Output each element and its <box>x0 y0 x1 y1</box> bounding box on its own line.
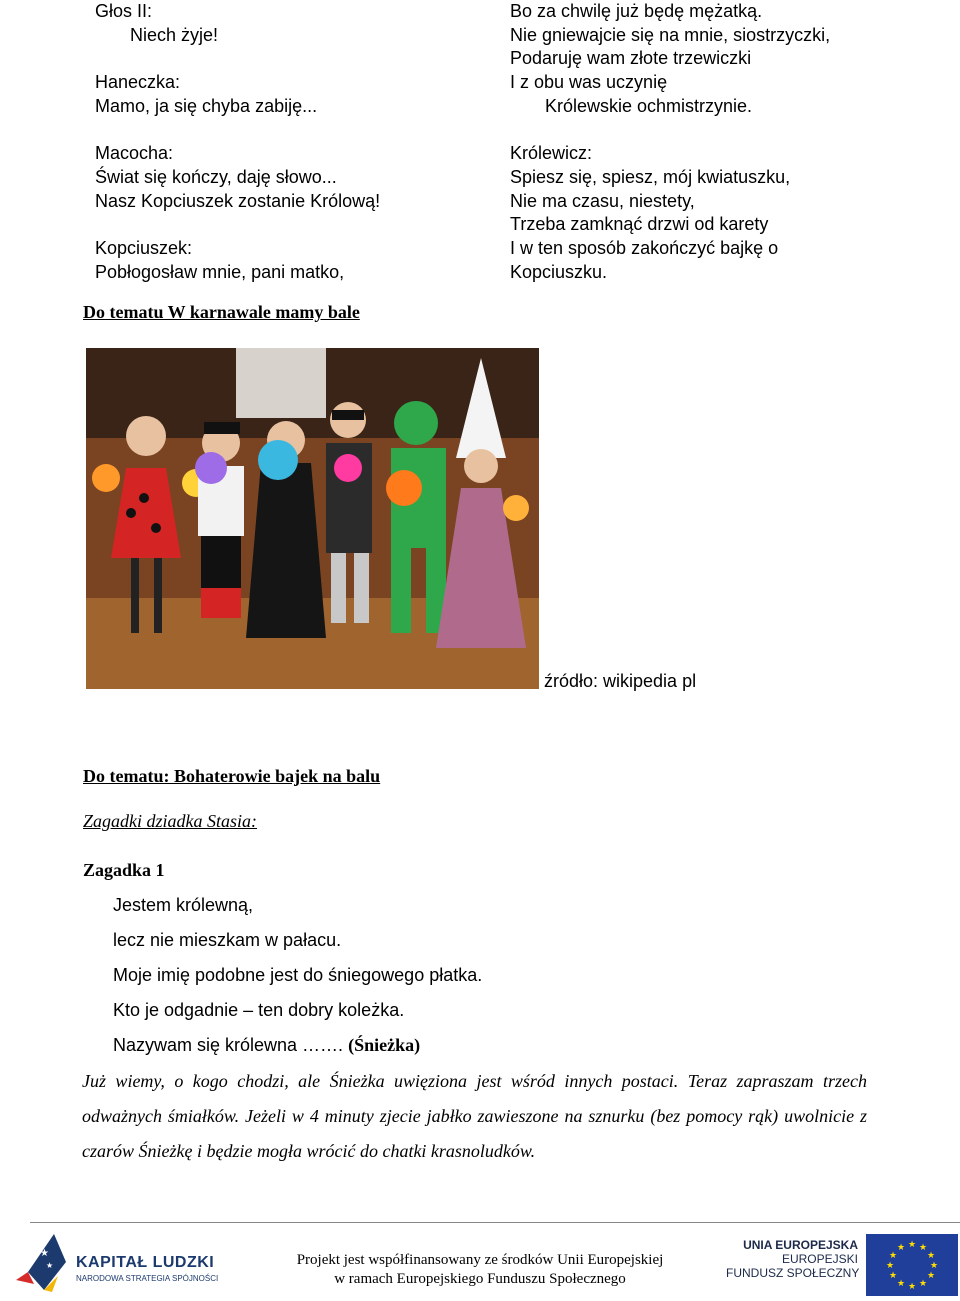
poem-line <box>95 118 380 142</box>
section-heading-fairytale-heroes: Do tematu: Bohaterowie bajek na balu <box>83 766 381 786</box>
poem-left-column <box>95 0 380 284</box>
poem-line: Podaruję wam złote trzewiczki <box>510 48 752 69</box>
riddle-line: Kto je odgadnie – ten dobry koleżka. <box>113 1000 405 1020</box>
poem-line: Macocha: <box>95 143 174 164</box>
poem-line: Królewicz: <box>510 143 593 164</box>
riddle-answer: (Śnieżka) <box>348 1035 421 1055</box>
eu-line: EUROPEJSKI <box>781 1252 858 1266</box>
svg-text:★: ★ <box>888 1271 898 1281</box>
kapital-ludzki-logo <box>14 1232 236 1292</box>
poem-line <box>510 118 830 142</box>
svg-text:★: ★ <box>926 1271 936 1281</box>
eu-line: FUNDUSZ SPOŁECZNY <box>726 1266 860 1280</box>
svg-text:★: ★ <box>929 1261 939 1271</box>
poem-line: Trzeba zamknąć drzwi od karety <box>510 214 769 235</box>
poem-line: I w ten sposób zakończyć bajkę o <box>510 237 779 258</box>
riddle-line: Moje imię podobne jest do śniegowego płatka. <box>113 965 483 985</box>
poem-line: Kopciuszku. <box>510 261 608 282</box>
carnival-photo-illustration <box>86 348 539 689</box>
poem-line: Haneczka: <box>95 72 181 93</box>
footer-funding-text <box>290 1251 670 1289</box>
svg-text:★: ★ <box>896 1243 906 1253</box>
kapital-ludzki-emblem-icon <box>14 1232 74 1292</box>
footer-funding-line: Projekt jest współfinansowany ze środków Unii Europejskiej <box>296 1252 664 1268</box>
eu-line: UNIA EUROPEJSKA <box>743 1238 858 1252</box>
photo-caption: źródło: wikipedia pl <box>544 671 697 691</box>
poem-line: Królewskie ochmistrzynie. <box>545 95 753 116</box>
poem-right-column <box>510 0 830 284</box>
svg-text:★: ★ <box>885 1261 895 1271</box>
riddle-title: Zagadka 1 <box>83 860 165 880</box>
poem-line: Nasz Kopciuszek zostanie Królową! <box>95 190 381 211</box>
eu-flag-stars-icon <box>866 1234 958 1296</box>
svg-text:★: ★ <box>926 1251 936 1261</box>
riddle-answer-line <box>113 1035 420 1056</box>
poem-line <box>95 213 380 237</box>
svg-text:★: ★ <box>46 1261 54 1270</box>
svg-text:★: ★ <box>907 1240 917 1250</box>
svg-text:★: ★ <box>896 1279 906 1289</box>
eu-flag <box>866 1234 958 1296</box>
svg-text:★: ★ <box>918 1243 928 1253</box>
kl-subtitle: NARODOWA STRATEGIA SPÓJNOŚCI <box>76 1274 219 1283</box>
svg-text:★: ★ <box>918 1279 928 1289</box>
svg-text:★: ★ <box>888 1251 898 1261</box>
riddle-line: Jestem królewną, <box>113 895 254 915</box>
poem-line: Głos II: <box>95 1 153 21</box>
poem-line: Bo za chwilę już będę mężatką. <box>510 1 763 21</box>
poem-line: Mamo, ja się chyba zabiję... <box>95 95 318 116</box>
footer-divider <box>30 1222 960 1223</box>
poem-line: Spiesz się, spiesz, mój kwiatuszku, <box>510 166 791 187</box>
riddle-line: lecz nie mieszkam w pałacu. <box>113 930 342 950</box>
riddles-heading: Zagadki dziadka Stasia: <box>83 811 257 831</box>
poem-line: Pobłogosław mnie, pani matko, <box>95 261 345 282</box>
poem-line <box>95 47 380 71</box>
poem-line: Świat się kończy, daję słowo... <box>95 166 337 187</box>
poem-line: Nie gniewajcie się na mnie, siostrzyczki, <box>510 24 831 45</box>
kl-title: KAPITAŁ LUDZKI <box>76 1254 215 1271</box>
poem-line: I z obu was uczynię <box>510 72 668 93</box>
svg-text:★: ★ <box>907 1282 917 1292</box>
footer-funding-line: w ramach Europejskiego Funduszu Społecznego <box>334 1271 626 1287</box>
riddle-answer-prefix: Nazywam się królewna ……. <box>113 1035 349 1055</box>
poem-line: Kopciuszek: <box>95 237 193 258</box>
svg-text:★: ★ <box>40 1248 49 1259</box>
eu-text-block <box>726 1238 858 1280</box>
poem-line: Niech żyje! <box>130 24 219 45</box>
instructions-paragraph: Już wiemy, o kogo chodzi, ale Śnieżka uwięziona jest wśród innych postaci. Teraz zapraszam trzech odważnych śmiałków. Jeżeli w 4 minuty zjecie jabłko zawieszone na sznurku (bez pomocy rąk) uwolnicie z czarów Śnieżkę i będzie mogła wrócić do chatki krasnoludków. <box>82 1071 867 1161</box>
carnival-photo <box>86 348 539 689</box>
poem-line: Nie ma czasu, niestety, <box>510 190 695 211</box>
section-heading-carnival: Do tematu W karnawale mamy bale <box>83 302 360 322</box>
